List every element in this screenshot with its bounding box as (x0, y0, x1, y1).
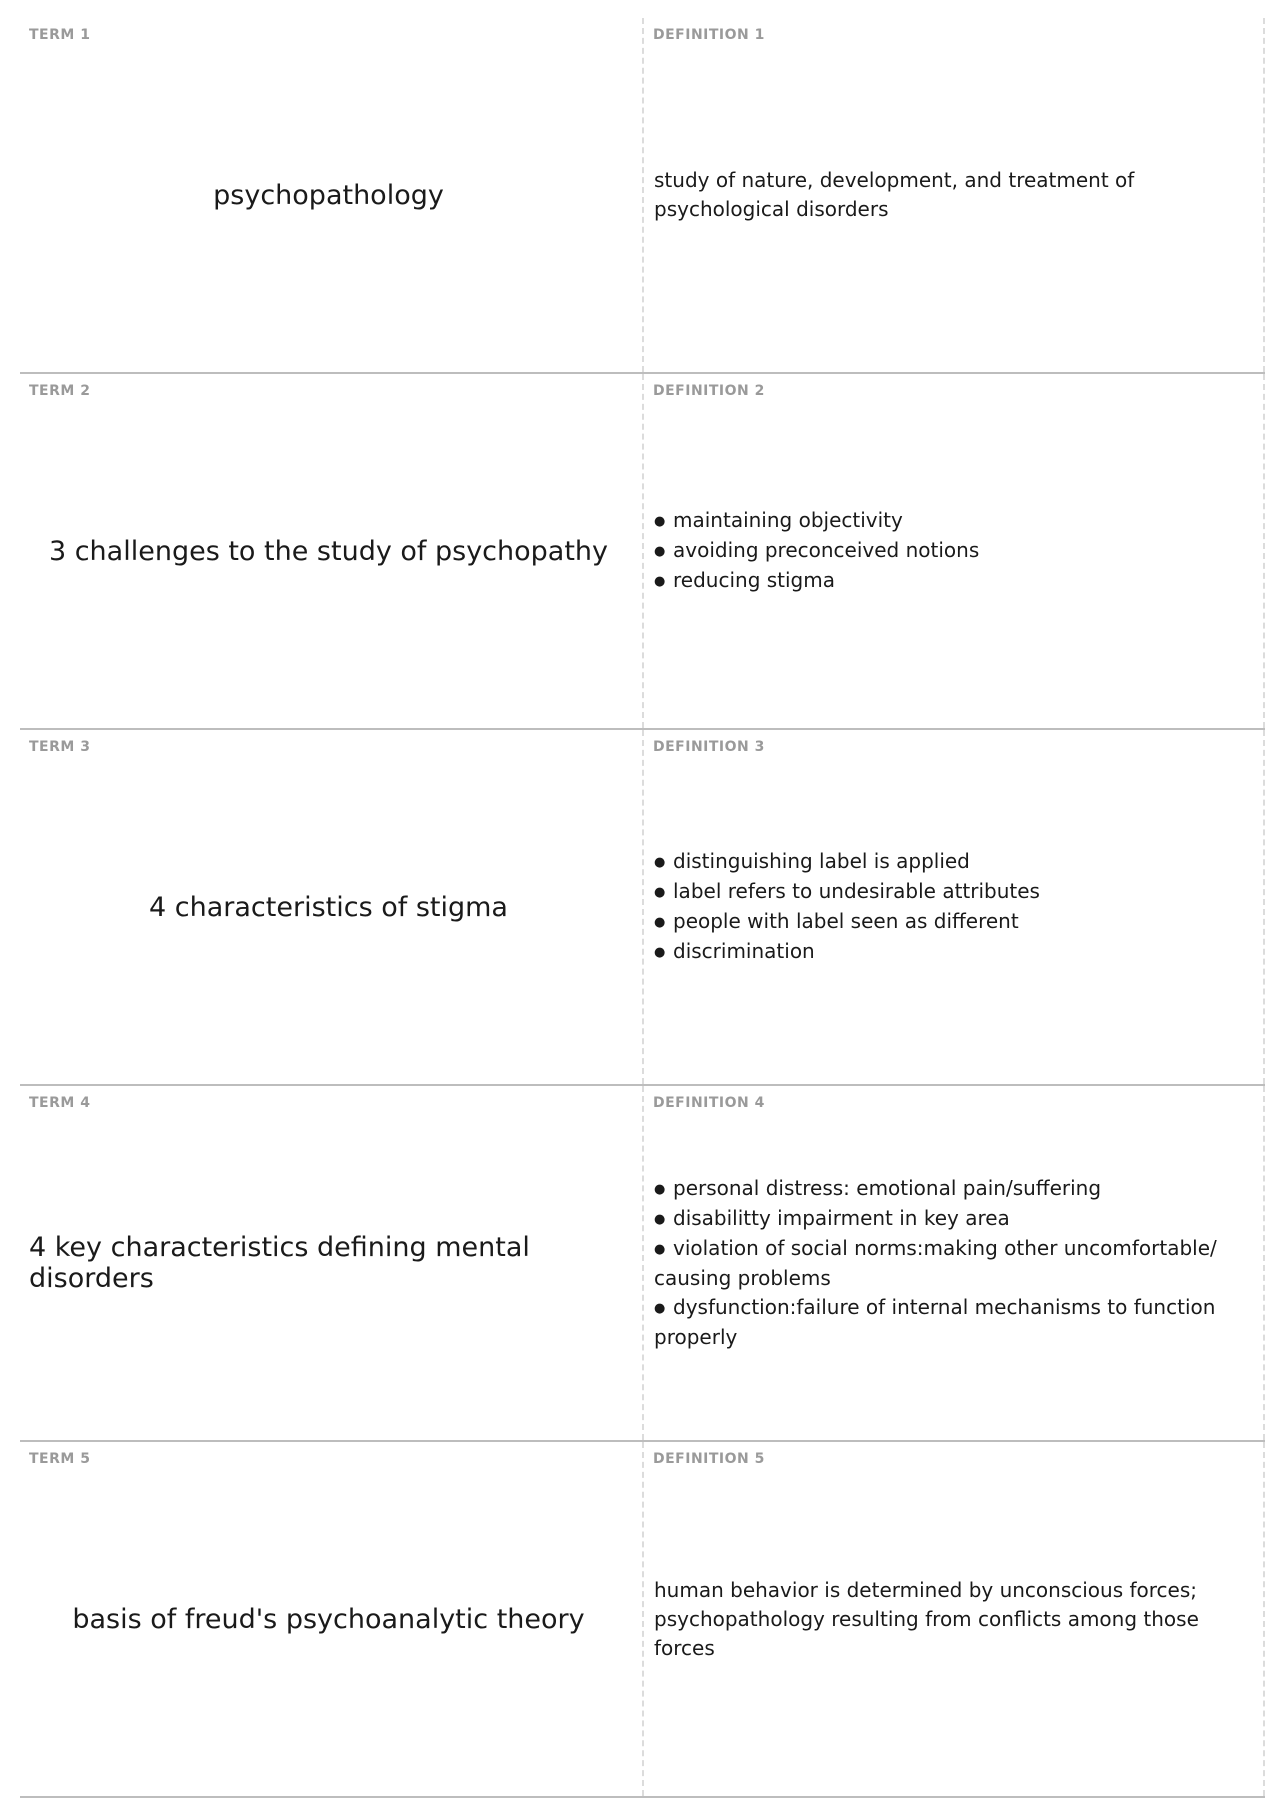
term-label: TERM 2 (29, 383, 91, 399)
definition-bullet: ● maintaining objectivity (654, 506, 1253, 536)
definition-label: DEFINITION 3 (653, 739, 765, 755)
definition-cell (644, 18, 1265, 372)
term-label: TERM 5 (29, 1451, 91, 1467)
flashcard (20, 1086, 1265, 1442)
term-label: TERM 1 (29, 27, 91, 43)
definition-bullet: ● distinguishing label is applied (654, 847, 1253, 877)
definition-cell (644, 1086, 1265, 1440)
definition-bullet: ● avoiding preconceived notions (654, 536, 1253, 566)
definition-body (654, 374, 1253, 728)
definition-label: DEFINITION 4 (653, 1095, 765, 1111)
definition-label: DEFINITION 1 (653, 27, 765, 43)
definition-bullet: ● discrimination (654, 937, 1253, 967)
term-text: 4 key characteristics defining mental disorders (29, 1232, 530, 1294)
term-cell (20, 1086, 644, 1440)
flashcard (20, 1442, 1265, 1798)
definition-body (654, 1442, 1253, 1796)
definition-label: DEFINITION 2 (653, 383, 765, 399)
flashcard-sheet (20, 18, 1265, 1798)
definition-cell (644, 374, 1265, 728)
flashcard (20, 374, 1265, 730)
definition-bullet: ● disabilitty impairment in key area (654, 1204, 1253, 1234)
term-cell (20, 18, 644, 372)
definition-bullet: ● people with label seen as different (654, 907, 1253, 937)
term-label: TERM 4 (29, 1095, 91, 1111)
definition-body (654, 18, 1253, 372)
term-cell (20, 374, 644, 728)
definition-text: human behavior is determined by unconscious forces; psychopathology resulting from conflicts among those forces (654, 1577, 1199, 1660)
definition-body (654, 730, 1253, 1084)
definition-body (654, 1086, 1253, 1440)
flashcard (20, 730, 1265, 1086)
definition-text: study of nature, development, and treatment of psychological disorders (654, 168, 1135, 221)
definition-label: DEFINITION 5 (653, 1451, 765, 1467)
term-text: 3 challenges to the study of psychopathy (48, 535, 609, 567)
definition-cell (644, 730, 1265, 1084)
flashcard (20, 18, 1265, 374)
definition-bullet: ● reducing stigma (654, 566, 1253, 596)
term-text: psychopathology (213, 179, 444, 211)
definition-bullet: ● personal distress: emotional pain/suffering (654, 1174, 1253, 1204)
term-text: basis of freud's psychoanalytic theory (72, 1603, 585, 1635)
term-cell (20, 1442, 644, 1796)
definition-bullet: ● violation of social norms:making other uncomfortable/ causing problems (654, 1234, 1253, 1293)
definition-bullet: ● dysfunction:failure of internal mechanisms to function properly (654, 1293, 1253, 1352)
definition-cell (644, 1442, 1265, 1796)
term-cell (20, 730, 644, 1084)
term-text: 4 characteristics of stigma (149, 891, 508, 923)
definition-bullet: ● label refers to undesirable attributes (654, 877, 1253, 907)
term-label: TERM 3 (29, 739, 91, 755)
